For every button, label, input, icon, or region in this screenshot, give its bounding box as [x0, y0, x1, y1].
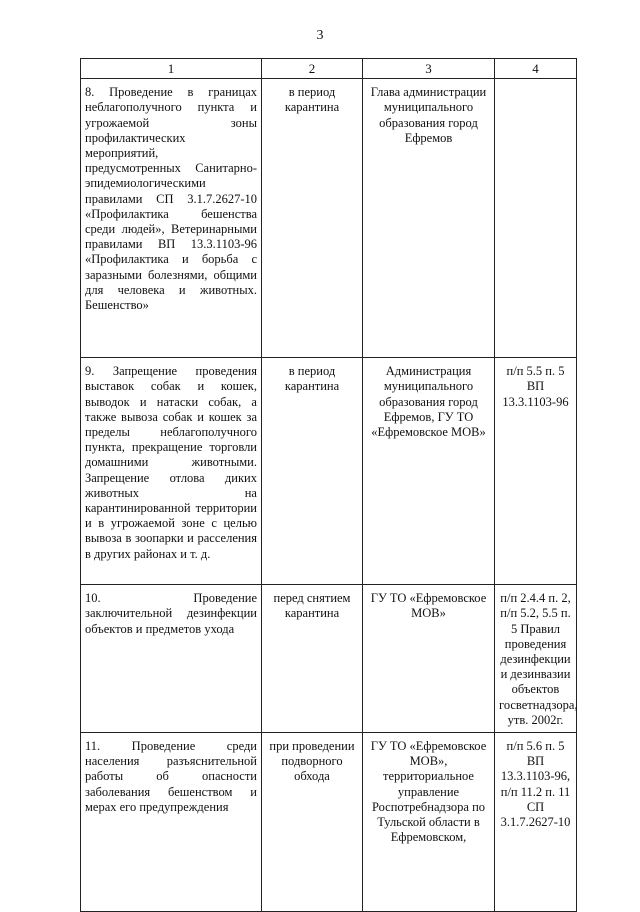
- measure-description: 11. Проведение среди населения разъяснительной работы об опасности заболевания бешенством и мерах его предупреждения: [81, 733, 262, 912]
- column-header-4: 4: [495, 59, 577, 79]
- measure-legal-basis: п/п 2.4.4 п. 2, п/п 5.2, 5.5 п. 5 Правил проведения дезинфекции и дезинвазии объектов госветнадзора, утв. 2002г.: [495, 585, 577, 733]
- table-header-row: [81, 59, 577, 79]
- column-header-1: 1: [81, 59, 262, 79]
- measure-responsible: ГУ ТО «Ефремовское МОВ»: [363, 585, 495, 733]
- measure-description: 8. Проведение в границах неблагополучного пункта и угрожаемой зоны профилактических мероприятий, предусмотренных Санитарно-эпидемиологическими правилами СП 3.1.7.2627-10 «Профилактика бешенства среди людей», Ветеринарными правилами ВП 13.3.1103-96 «Профилактика и борьба с заразными болезнями, общими для человека и животных. Бешенство»: [81, 79, 262, 358]
- measure-timing: в период карантина: [262, 358, 363, 585]
- table-row: [81, 585, 577, 733]
- table-row: [81, 733, 577, 912]
- measure-responsible: Администрация муниципального образования город Ефремов, ГУ ТО «Ефремовское МОВ»: [363, 358, 495, 585]
- measure-legal-basis: [495, 79, 577, 358]
- column-header-2: 2: [262, 59, 363, 79]
- measure-legal-basis: п/п 5.5 п. 5 ВП 13.3.1103-96: [495, 358, 577, 585]
- measure-responsible: Глава администрации муниципального образования город Ефремов: [363, 79, 495, 358]
- measure-description: 9. Запрещение проведения выставок собак и кошек, выводок и натаски собак, а также вывоза собак и кошек за пределы неблагополучного пункта, прекращение торговли домашними животными. Запрещение отлова диких животных на карантинированной территории и в угрожаемой зоне с целью вывоза в зоопарки и расселения в других районах и т. д.: [81, 358, 262, 585]
- table-row: [81, 79, 577, 358]
- measure-description: 10. Проведение заключительной дезинфекции объектов и предметов ухода: [81, 585, 262, 733]
- measure-timing: при проведении подворного обхода: [262, 733, 363, 912]
- table-row: [81, 358, 577, 585]
- measures-table: [80, 58, 577, 912]
- column-header-3: 3: [363, 59, 495, 79]
- page-number: 3: [316, 28, 324, 43]
- measure-legal-basis: п/п 5.6 п. 5 ВП 13.3.1103-96, п/п 11.2 п. 11 СП 3.1.7.2627-10: [495, 733, 577, 912]
- measure-timing: в период карантина: [262, 79, 363, 358]
- measure-timing: перед снятием карантина: [262, 585, 363, 733]
- measure-responsible: ГУ ТО «Ефремовское МОВ», территориальное управление Роспотребнадзора по Тульской области в Ефремовском,: [363, 733, 495, 912]
